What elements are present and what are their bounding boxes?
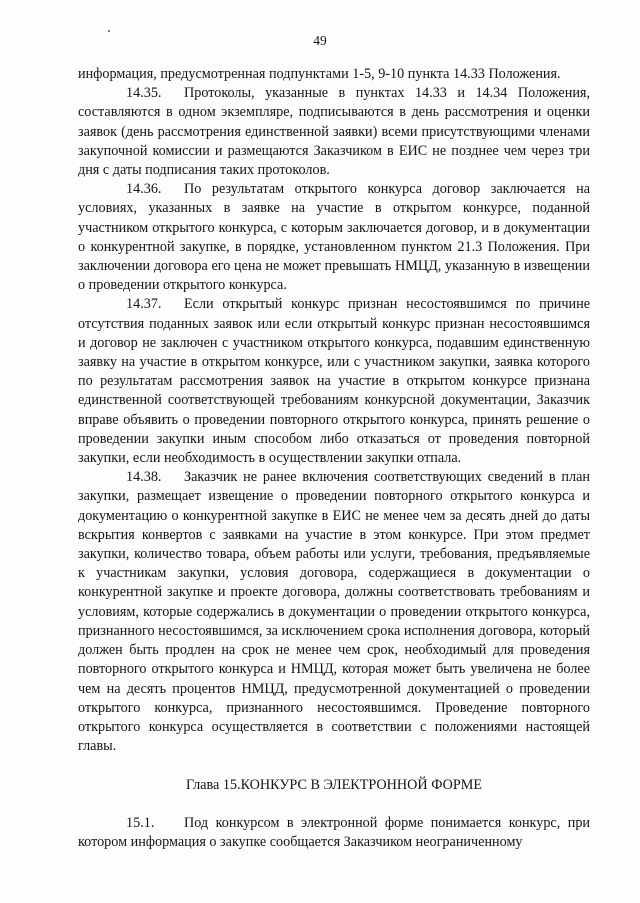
paragraph-14-36: [78, 180, 590, 295]
page-number: 49: [313, 33, 327, 48]
paragraph-text: Заказчик не ранее включения соответствующих сведений в план закупки, размещает извещение о проведении повторного открытого конкурса и документацию о конкурентной закупке в ЕИС не менее чем за десять дней до даты вскрытия конвертов с заявками на участие в этом конкурсе. При этом предмет закупки, количество товара, объем работы или услуги, требования, предъявляемые к участникам закупки, условия договора, содержащиеся в документации о конкурентной закупке и проекте договора, должны соответствовать требованиям и условиям, которые содержались в документации о проведении открытого конкурса, признанного несостоявшимся, за исключением срока исполнения договора, который должен быть продлен на срок не менее чем срок, необходимый для проведения повторного открытого конкурса и НМЦД, которая может быть увеличена не более чем на десять процентов НМЦД, предусмотренной документацией о проведении открытого конкурса, признанного несостоявшимся. Проведение повторного открытого конкурса осуществляется в соответствии с положениями настоящей главы.: [78, 469, 590, 755]
paragraph-text: Под конкурсом в электронной форме понимается конкурс, при котором информация о закупке сообщается Заказчиком неограниченному: [78, 814, 590, 850]
paragraph-15-1: [78, 814, 590, 852]
paragraph-14-35: [78, 84, 590, 180]
paragraph-text: информация, предусмотренная подпунктами 1-5, 9-10 пункта 14.33 Положения.: [78, 66, 561, 82]
paragraph-number: 14.36.: [126, 181, 162, 198]
paragraph-14-38: [78, 468, 590, 756]
paragraph-text: По результатам открытого конкурса договор заключается на условиях, указанных в заявке на участие в открытом конкурсе, поданной участником открытого конкурса, с которым заключается договор, и в документации о конкурентной закупке, в порядке, установленном пунктом 21.3 Положения. При заключении договора его цена не может превышать НМЦД, указанную в извещении о проведении открытого конкурса.: [78, 181, 590, 294]
paragraph-number: 14.37.: [126, 296, 162, 313]
paragraph-text: Протоколы, указанные в пунктах 14.33 и 14.34 Положения, составляются в одном экземпляре, подписываются в день рассмотрения и оценки заявок (день рассмотрения единственной заявки) всеми присутствующими членами закупочной комиссии и размещаются Заказчиком в ЕИС не позднее чем через три дня с даты подписания таких протоколов.: [78, 85, 590, 179]
paragraph-continuation: [78, 65, 590, 84]
paragraph-number: 14.38.: [126, 469, 162, 486]
document-body: [78, 65, 590, 852]
chapter-title: Глава 15.КОНКУРС В ЭЛЕКТРОННОЙ ФОРМЕ: [185, 777, 483, 794]
paragraph-number: 15.1.: [126, 814, 155, 831]
paragraph-text: Если открытый конкурс признан несостоявшимся по причине отсутствия поданных заявок или если открытый конкурс признан несостоявшимся и договор не заключен с участником открытого конкурса, подавшим единственную заявку на участие в открытом конкурсе, или с участником закупки, заявка которого по результатам рассмотрения заявок на участие в открытом конкурсе признана единственной соответствующей требованиям конкурсной документации, Заказчик вправе объявить о проведении повторного открытого конкурса, принять решение о проведении закупки иным способом либо отказаться от проведения повторной закупки, если необходимость в осуществлении закупки отпала.: [78, 296, 590, 467]
scan-speck: [108, 30, 110, 32]
paragraph-number: 14.35.: [126, 85, 162, 102]
paragraph-14-37: [78, 295, 590, 468]
